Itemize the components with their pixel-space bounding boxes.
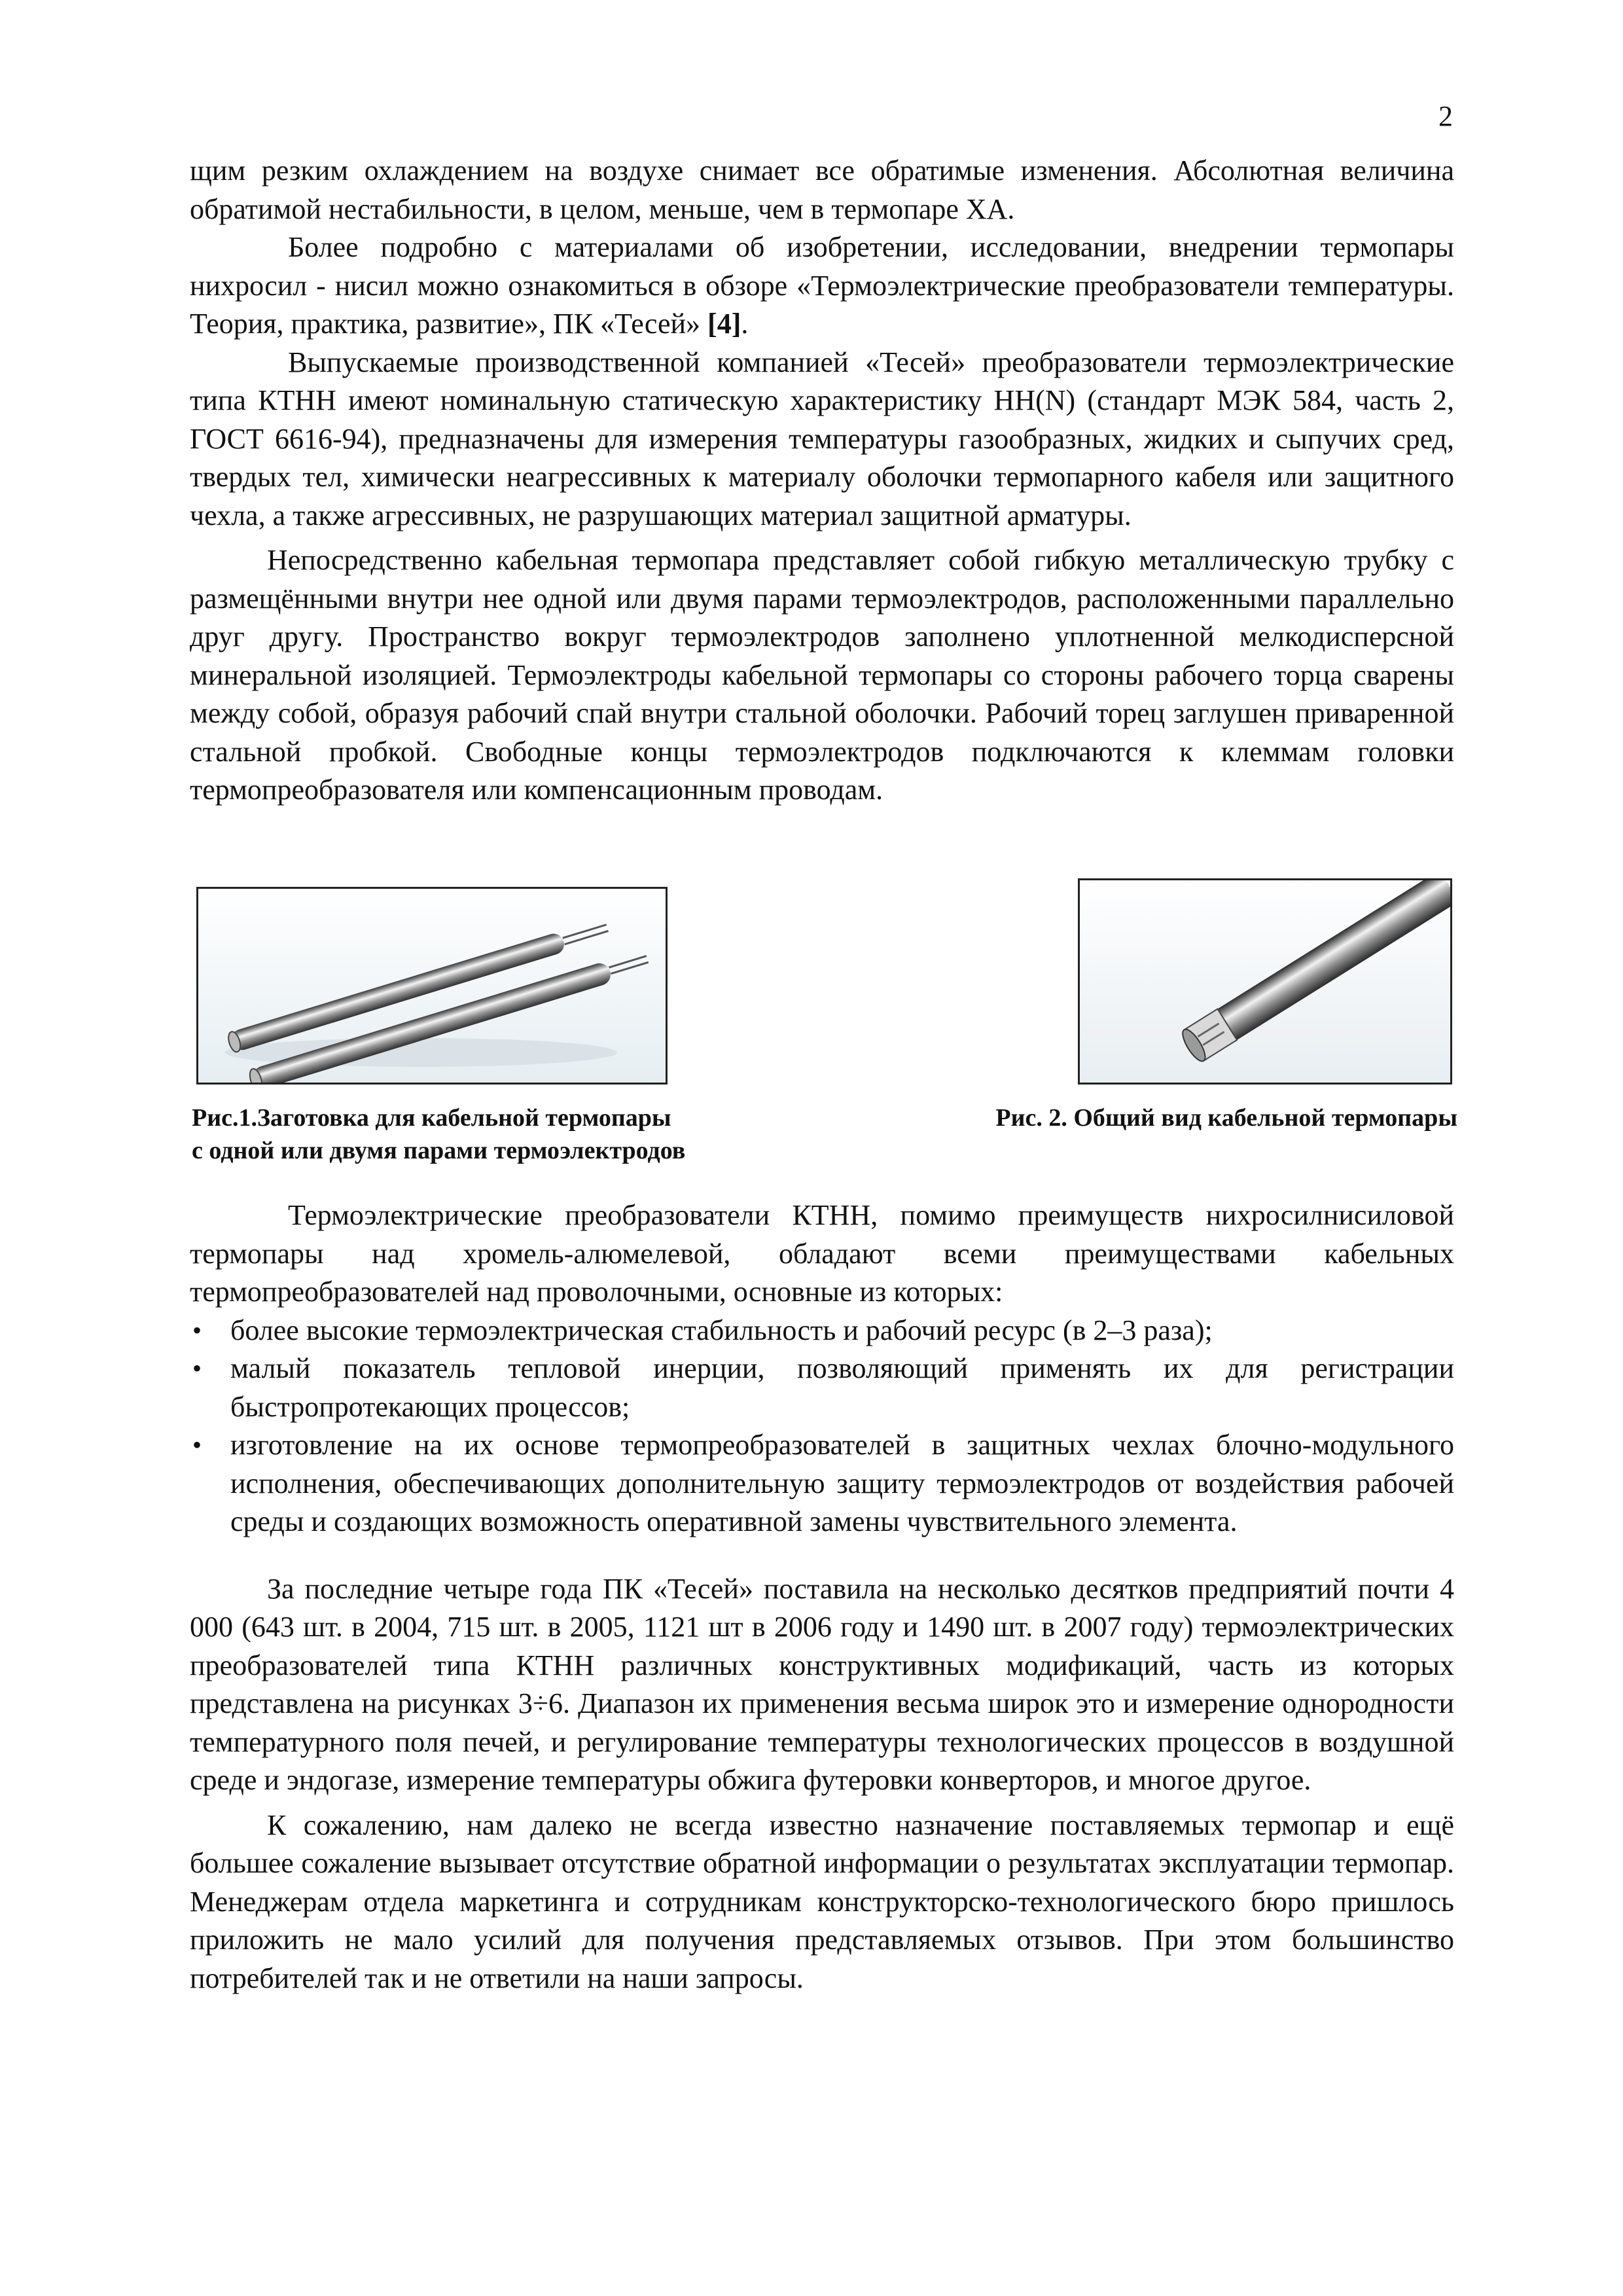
list-item (190, 1350, 1454, 1426)
cable-thermocouple-blank-illustration (198, 889, 666, 1083)
list-item-text: малый показатель тепловой инерции, позволяющий применять их для регистрации быстропротекающих процессов; (230, 1352, 1454, 1423)
paragraph-2-reference: [4] (707, 308, 741, 340)
bullet-icon: • (192, 1430, 202, 1460)
cable-thermocouple-cutaway-illustration (1080, 880, 1450, 1083)
advantages-list (190, 1312, 1454, 1541)
figure-1-caption (192, 1102, 781, 1167)
list-item-text: более высокие термоэлектрическая стабильность и рабочий ресурс (в 2–3 раза); (230, 1314, 1213, 1346)
page-number: 2 (1438, 100, 1453, 132)
figure-1-caption-line-1: Рис.1.Заготовка для кабельной термопары (192, 1104, 671, 1132)
figure-1-image (196, 887, 668, 1085)
bullet-icon: • (192, 1315, 202, 1345)
paragraph-5: Термоэлектрические преобразователи КТНН, помимо преимуществ нихросилнисиловой термопары над хромель-алюмелевой, обладают всеми преимуществами кабельных термопреобразователей над проволочными, основные из которых: (190, 1199, 1454, 1308)
paragraph-6: За последние четыре года ПК «Тесей» поставила на несколько десятков предприятий почти 4 000 (643 шт. в 2004, 715 шт. в 2005, 1121 шт в 2006 году и 1490 шт. в 2007 году) термоэлектрических преобразователей типа КТНН различных конструктивных модификаций, часть из которых представлена на рисунках 3÷6. Диапазон их применения весьма широк это и измерение однородности температурного поля печей, и регулирование температуры технологических процессов в воздушной среде и эндогазе, измерение температуры обжига футеровки конверторов, и многое другое. (190, 1572, 1454, 1796)
paragraph-2-text: Более подробно с материалами об изобретении, исследовании, внедрении термопары нихросил - нисил можно ознакомиться в обзоре «Термоэлектрические преобразователи температуры. Теория, практика, развитие», ПК «Тесей» (190, 231, 1454, 340)
paragraph-1: щим резким охлаждением на воздухе снимает все обратимые изменения. Абсолютная величина обратимой нестабильности, в целом, меньше, чем в термопаре ХА. (190, 154, 1454, 225)
figure-1-caption-line-2: с одной или двумя парами термоэлектродов (192, 1137, 686, 1164)
text-block-top (190, 152, 1454, 810)
list-item (190, 1312, 1454, 1350)
text-block-bottom (190, 1196, 1454, 1998)
paragraph-2-end: . (741, 308, 749, 340)
list-item-text: изготовление на их основе термопреобразователей в защитных чехлах блочно-модульного исполнения, обеспечивающих дополнительную защиту термоэлектродов от воздействия рабочей среды и создающих возможность оперативной замены чувствительного элемента. (230, 1429, 1454, 1537)
bullet-icon: • (192, 1354, 202, 1383)
paragraph-2 (190, 228, 1454, 344)
paragraph-4: Непосредственно кабельная термопара представляет собой гибкую металлическую трубку с размещёнными внутри нее одной или двумя парами термоэлектродов, расположенными параллельно друг другу. Пространство вокруг термоэлектродов заполнено уплотненной мелкодисперсной минеральной изоляцией. Термоэлектроды кабельной термопары со стороны рабочего торца сварены между собой, образуя рабочий спай внутри стальной оболочки. Рабочий торец заглушен приваренной стальной пробкой. Свободные концы термоэлектродов подключаются к клеммам головки термопреобразователя или компенсационным проводам. (190, 544, 1454, 806)
figure-2-caption: Рис. 2. Общий вид кабельной термопары (995, 1104, 1457, 1132)
list-item (190, 1426, 1454, 1541)
paragraph-7: К сожалению, нам далеко не всегда известно назначение поставляемых термопар и ещё большее сожаление вызывает отсутствие обратной информации о результатах эксплуатации термопар. Менеджерам отдела маркетинга и сотрудникам конструкторско-технологического бюро пришлось приложить не мало усилий для получения представляемых отзывов. При этом большинство потребителей так и не ответили на наши запросы. (190, 1808, 1454, 1994)
figure-2-image (1078, 878, 1452, 1085)
paragraph-3: Выпускаемые производственной компанией «Тесей» преобразователи термоэлектрические типа КТНН имеют номинальную статическую характеристику НН(N) (стандарт МЭК 584, часть 2, ГОСТ 6616-94), предназначены для измерения температуры газообразных, жидких и сыпучих сред, твердых тел, химически неагрессивных к материалу оболочки термопарного кабеля или защитного чехла, а также агрессивных, не разрушающих материал защитной арматуры. (190, 346, 1454, 531)
